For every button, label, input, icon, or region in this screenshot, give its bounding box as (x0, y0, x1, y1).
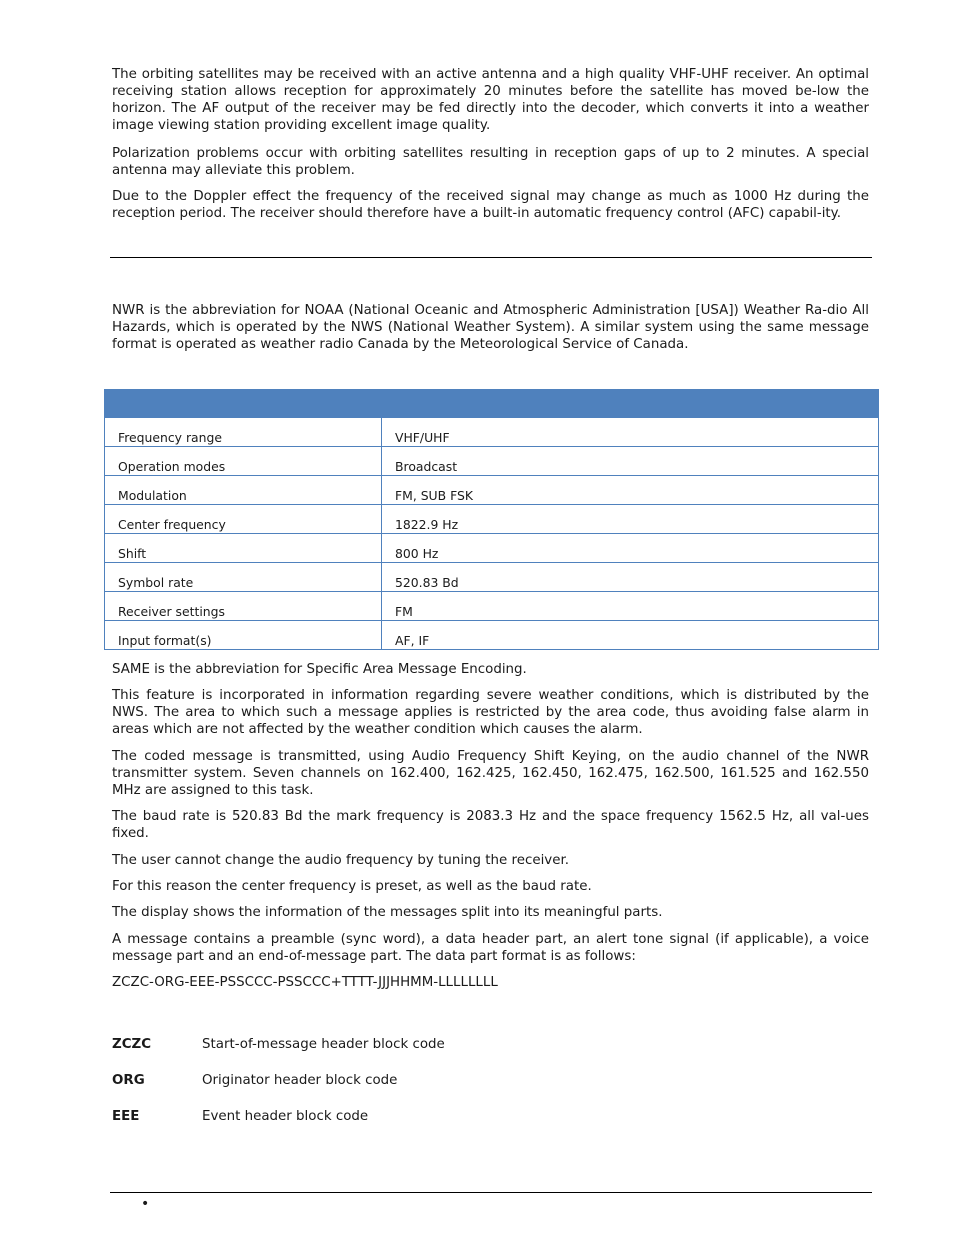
spec-label: Frequency range (105, 418, 382, 447)
footer-divider (110, 1192, 872, 1193)
table-row (105, 592, 879, 621)
spec-value: FM, SUB FSK (382, 476, 879, 505)
table-row (105, 476, 879, 505)
spec-value: VHF/UHF (382, 418, 879, 447)
code-row-eee (112, 1108, 368, 1125)
table-row (105, 418, 879, 447)
format-string: ZCZC-ORG-EEE-PSSCCC-PSSCCC+TTTT-JJJHHMM-LLLLLLLL (112, 975, 498, 990)
table-row (105, 447, 879, 476)
section-divider (110, 257, 872, 258)
code-label: ZCZC (112, 1037, 152, 1052)
same-paragraph-abbreviation: SAME is the abbreviation for Specific Area Message Encoding. (112, 662, 527, 677)
code-label: ORG (112, 1073, 145, 1088)
same-paragraph-baud-rate: The baud rate is 520.83 Bd the mark frequency is 2083.3 Hz and the space frequency 1562.5 Hz, all val-ues fixed. (112, 809, 869, 841)
spec-table (104, 389, 879, 650)
spec-label: Operation modes (105, 447, 382, 476)
spec-table-header-cell (105, 390, 879, 418)
spec-label: Shift (105, 534, 382, 563)
spec-value: FM (382, 592, 879, 621)
table-row (105, 505, 879, 534)
table-row (105, 621, 879, 650)
footer-bullet: • (141, 1196, 150, 1212)
same-paragraph-preset: For this reason the center frequency is preset, as well as the baud rate. (112, 879, 592, 894)
table-row (105, 534, 879, 563)
same-paragraph-message-structure: A message contains a preamble (sync word), a data header part, an alert tone signal (if applicable), a voice message part and an end-of-message part. The data part format is as follows: (112, 932, 869, 964)
same-paragraph-feature: This feature is incorporated in information regarding severe weather conditions, which is distributed by the NWS. The area to which such a message applies is restricted by the area code, thus avoiding false alarm in areas which are not affected by the weather condition which causes the alarm. (112, 688, 869, 737)
spec-label: Symbol rate (105, 563, 382, 592)
table-row (105, 563, 879, 592)
same-paragraph-display: The display shows the information of the messages split into its meaningful parts. (112, 905, 663, 920)
spec-value: Broadcast (382, 447, 879, 476)
spec-value: 520.83 Bd (382, 563, 879, 592)
spec-value: AF, IF (382, 621, 879, 650)
same-paragraph-transmission: The coded message is transmitted, using Audio Frequency Shift Keying, on the audio channel of the NWR transmitter system. Seven channels on 162.400, 162.425, 162.450, 162.475, 162.500, 161.525 and 162.550 MHz are assigned to this task. (112, 749, 869, 798)
code-description: Originator header block code (202, 1073, 398, 1088)
code-row-zczc (112, 1036, 445, 1053)
spec-label: Center frequency (105, 505, 382, 534)
intro-paragraph-doppler: Due to the Doppler effect the frequency of the received signal may change as much as 1000 Hz during the reception period. The receiver should therefore have a built-in automatic frequency control (AFC) capabil-ity. (112, 189, 869, 221)
intro-paragraph-antenna: The orbiting satellites may be received with an active antenna and a high quality VHF-UHF receiver. An optimal receiving station allows reception for approximately 20 minutes before the satellite has moved be-low the horizon. The AF output of the receiver may be fed directly into the decoder, which converts it into a weather image viewing station providing excellent image quality. (112, 67, 869, 133)
spec-label: Receiver settings (105, 592, 382, 621)
spec-value: 1822.9 Hz (382, 505, 879, 534)
spec-label: Modulation (105, 476, 382, 505)
same-paragraph-tuning: The user cannot change the audio frequency by tuning the receiver. (112, 853, 569, 868)
intro-paragraph-polarization: Polarization problems occur with orbiting satellites resulting in reception gaps of up to 2 minutes. A special antenna may alleviate this problem. (112, 146, 869, 178)
spec-value: 800 Hz (382, 534, 879, 563)
code-label: EEE (112, 1109, 140, 1124)
code-description: Event header block code (202, 1109, 369, 1124)
spec-table-header (105, 390, 879, 418)
nwr-paragraph: NWR is the abbreviation for NOAA (National Oceanic and Atmospheric Administration [USA]) Weather Ra-dio All Hazards, which is operated by the NWS (National Weather System). A similar system using the same message format is operated as weather radio Canada by the Meteorological Service of Canada. (112, 303, 869, 352)
code-row-org (112, 1072, 397, 1089)
spec-label: Input format(s) (105, 621, 382, 650)
code-description: Start-of-message header block code (202, 1037, 445, 1052)
